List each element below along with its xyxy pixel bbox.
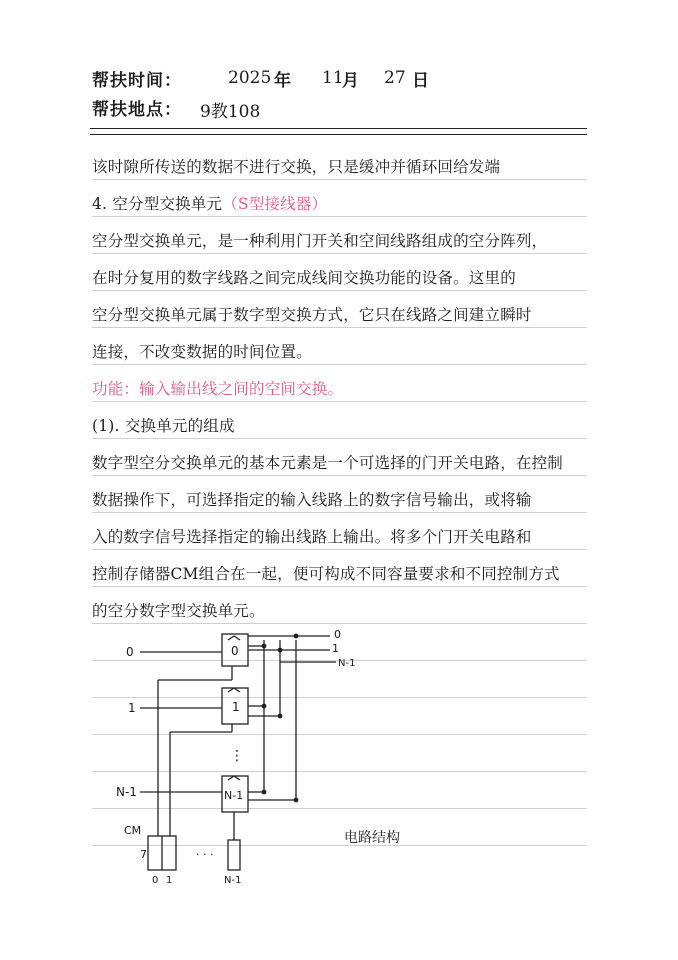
para1-line-1: 空分型交换单元，是一种利用门开关和空间线路组成的空分阵列，: [92, 232, 548, 250]
para2-line-4: 控制存储器CM组合在一起，便可构成不同容量要求和不同控制方式: [92, 565, 560, 583]
para1-line-4: 连接，不改变数据的时间位置。: [92, 343, 312, 361]
output-label-0: 0: [334, 628, 341, 641]
cm-index: 7: [140, 848, 147, 861]
output-label-n-1: N-1: [338, 658, 356, 669]
text-line-1: 该时隙所传送的数据不进行交换，只是缓冲并循环回给发端: [92, 158, 501, 176]
year-unit: 年: [274, 71, 291, 91]
para2-line-1: 数字型空分交换单元的基本元素是一个可选择的门开关电路，在控制: [92, 454, 564, 472]
month-unit: 月: [342, 71, 359, 91]
year-value: 2025: [228, 68, 272, 88]
cm-ellipsis: · · ·: [196, 848, 214, 861]
help-place-label: 帮扶地点：: [92, 100, 182, 120]
output-label-1: 1: [332, 642, 339, 655]
para2-line-5: 的空分数字型交换单元。: [92, 602, 265, 620]
para2-line-3: 入的数字信号选择指定的输出线路上输出。将多个门开关电路和: [92, 528, 532, 546]
place-value: 9教108: [200, 102, 261, 122]
cm-bottom-label-1: 1: [166, 875, 173, 886]
gate-label-1: 1: [232, 700, 240, 714]
para1-line-2: 在时分复用的数字线路之间完成线间交换功能的设备。这里的: [92, 269, 516, 287]
input-label-n-1: N-1: [116, 785, 137, 799]
gate-ellipsis: ⋮: [230, 748, 244, 764]
function-note: 功能：输入输出线之间的空间交换。: [92, 380, 344, 398]
cm-last-label: N-1: [224, 875, 242, 886]
cm-bottom-label-0: 0: [152, 875, 159, 886]
input-label-1: 1: [128, 701, 136, 715]
day-value: 27: [384, 68, 406, 88]
help-time-label: 帮扶时间：: [92, 71, 182, 91]
month-value: 11: [322, 68, 344, 88]
input-label-0: 0: [126, 645, 134, 659]
gate-label-n-1: N-1: [224, 789, 244, 802]
cm-label: CM: [124, 824, 142, 837]
section-note: （S型接线器）: [222, 195, 328, 213]
day-unit: 日: [412, 71, 429, 91]
gate-label-0: 0: [231, 644, 239, 658]
sub-title: (1). 交换单元的组成: [92, 417, 235, 435]
section-title: 4. 空分型交换单元: [92, 195, 223, 213]
para2-line-2: 数据操作下，可选择指定的输入线路上的数字信号输出，或将输: [92, 491, 532, 509]
diagram-caption: 电路结构: [344, 830, 400, 846]
para1-line-3: 空分型交换单元属于数字型交换方式，它只在线路之间建立瞬时: [92, 306, 532, 324]
